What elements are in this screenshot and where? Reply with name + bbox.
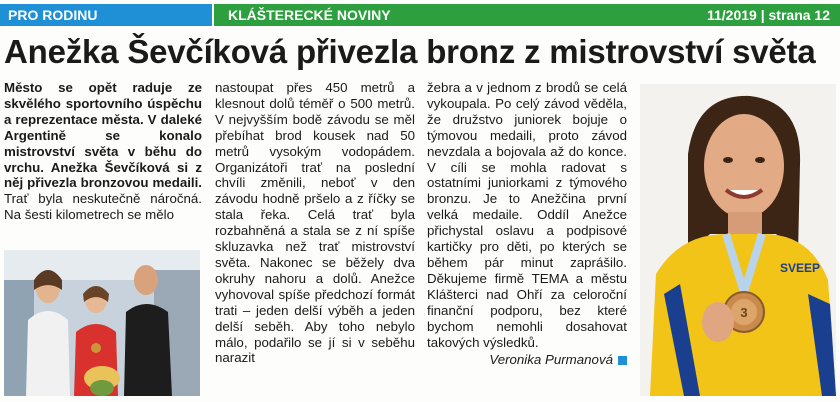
article-column-3 <box>427 80 627 368</box>
publication-name: KLÁŠTERECKÉ NOVINY <box>228 7 391 23</box>
author-signature: Veronika Purmanová <box>489 352 613 368</box>
issue-number: 11/2019 | strana 12 <box>706 7 830 23</box>
column-1-text: Trať byla neskutečně náročná. Na šesti kilometrech se mělo <box>4 191 202 223</box>
portrait-photo <box>640 84 836 396</box>
end-mark-icon <box>618 356 627 365</box>
svg-text:3: 3 <box>740 305 748 320</box>
publication-bar <box>214 4 840 26</box>
article-headline: Anežka Ševčíková přivezla bronz z mistrovství světa <box>4 33 816 70</box>
article-column-1 <box>4 80 202 223</box>
section-label: PRO RODINU <box>0 4 212 26</box>
column-3-text: žebra a v jednom z brodů se celá vykoupala. Po celý závod věděla, že družstvo juniorek bojuje o týmovou medaili, proto závod nevzdala a bojovala až do konce. V cíli se mohla radovat s ostatními juniorkami z týmového bronzu. Je to Anežčina první velká medaile. Oddíl Anežce přichystal oslavu a podpisové kartičky pro děti, po kterých se během pár minut zaprášilo. Děkujeme firmě TEMA a městu Klášterci nad Ohří za celoroční finanční podporu, bez které bychom nemohli dosahovat takových výsledků. <box>427 80 627 350</box>
article-lead: Město se opět raduje ze skvělého sportovního úspěchu a reprezentace města. V daleké Argentině se konalo mistrovství světa v běhu do vrchu. Anežka Ševčíková si z něj přivezla bronzovou medaili. <box>4 80 202 191</box>
athlete-medal-icon <box>640 84 836 396</box>
photo-icon <box>4 250 200 396</box>
column-2-text: nastoupat přes 450 metrů a klesnout dolů téměř o 500 metrů. V nejvyšším bodě závodu se měl přebíhat brod kousek nad 50 metrů vysokým vodopádem. Organizátoři trať na poslední chvíli změnili, neboť v den závodu hodně pršelo a z říčky se stala řeka. Celá trať byla rozbahněná a stala se z ní spíše skluzavka než trať mistrovství světa. Nakonec se běžely dva okruhy nahoru a dolů. Anežce vyhovoval spíše předchozí formát trati – jeden delší výběh a jeden delší seběh. Aby toho nebylo málo, podařilo se jí si v seběhu narazit <box>215 80 415 366</box>
article-column-2 <box>215 80 415 366</box>
group-photo <box>4 250 200 396</box>
page-header <box>0 0 840 30</box>
svg-text:SVEEP: SVEEP <box>780 261 821 275</box>
